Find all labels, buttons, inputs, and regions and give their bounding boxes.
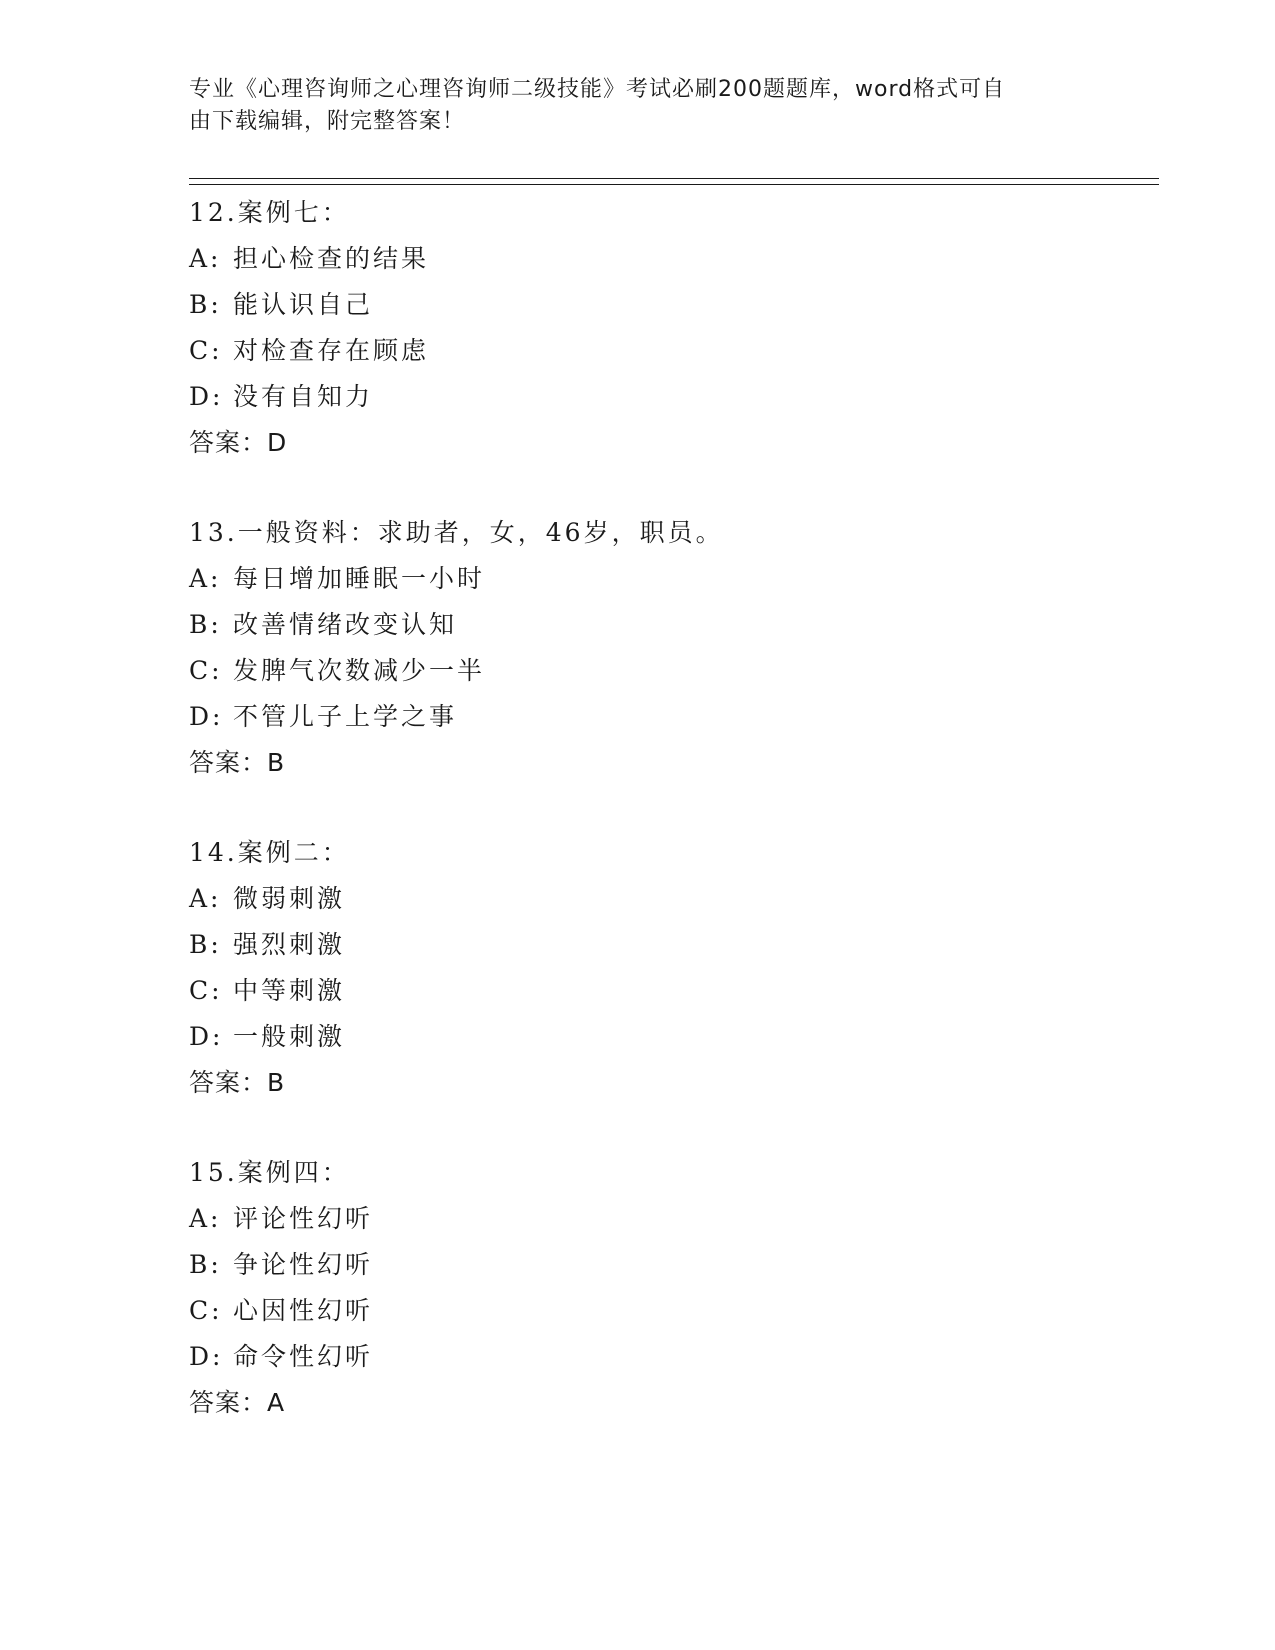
option-a bbox=[189, 556, 1149, 602]
option-c bbox=[189, 1288, 1149, 1334]
option-letter: B: bbox=[189, 610, 222, 639]
option-letter: C: bbox=[189, 976, 223, 1005]
option-text: 评论性幻听 bbox=[233, 1204, 374, 1233]
option-letter: C: bbox=[189, 336, 223, 365]
option-text: 一般刺激 bbox=[233, 1022, 346, 1051]
option-letter: A: bbox=[189, 244, 222, 273]
header-line-2: 由下载编辑，附完整答案！ bbox=[189, 109, 466, 134]
option-d bbox=[189, 374, 1149, 420]
option-b bbox=[189, 922, 1149, 968]
option-d bbox=[189, 694, 1149, 740]
header-divider bbox=[189, 178, 1159, 185]
option-text: 没有自知力 bbox=[233, 382, 374, 411]
option-text: 发脾气次数减少一半 bbox=[233, 656, 486, 685]
option-letter: D: bbox=[189, 1022, 224, 1051]
option-text: 对检查存在顾虑 bbox=[233, 336, 430, 365]
option-letter: A: bbox=[189, 564, 222, 593]
option-letter: D: bbox=[189, 382, 224, 411]
option-letter: D: bbox=[189, 702, 224, 731]
option-letter: B: bbox=[189, 930, 222, 959]
option-text: 担心检查的结果 bbox=[233, 244, 430, 273]
question-14 bbox=[189, 830, 1149, 1106]
option-b bbox=[189, 282, 1149, 328]
option-a bbox=[189, 1196, 1149, 1242]
option-c bbox=[189, 328, 1149, 374]
question-15 bbox=[189, 1150, 1149, 1426]
option-text: 争论性幻听 bbox=[233, 1250, 374, 1279]
question-stem: 13.一般资料：求助者，女，46岁，职员。 bbox=[189, 518, 724, 547]
answer-line: 答案：D bbox=[189, 428, 288, 457]
option-text: 心因性幻听 bbox=[233, 1296, 374, 1325]
question-stem: 12.案例七： bbox=[189, 198, 350, 227]
option-text: 命令性幻听 bbox=[233, 1342, 374, 1371]
option-letter: C: bbox=[189, 656, 223, 685]
option-text: 每日增加睡眠一小时 bbox=[233, 564, 486, 593]
answer-line: 答案：A bbox=[189, 1388, 286, 1417]
question-stem: 14.案例二： bbox=[189, 838, 350, 867]
question-list bbox=[189, 190, 1149, 1470]
option-letter: B: bbox=[189, 1250, 222, 1279]
question-13 bbox=[189, 510, 1149, 786]
answer-line: 答案：B bbox=[189, 1068, 286, 1097]
option-d bbox=[189, 1334, 1149, 1380]
answer-line: 答案：B bbox=[189, 748, 286, 777]
option-c bbox=[189, 648, 1149, 694]
option-letter: A: bbox=[189, 884, 222, 913]
option-text: 强烈刺激 bbox=[233, 930, 346, 959]
option-b bbox=[189, 602, 1149, 648]
option-text: 微弱刺激 bbox=[233, 884, 346, 913]
option-letter: B: bbox=[189, 290, 222, 319]
option-letter: C: bbox=[189, 1296, 223, 1325]
question-12 bbox=[189, 190, 1149, 466]
option-text: 能认识自己 bbox=[233, 290, 374, 319]
question-stem: 15.案例四： bbox=[189, 1158, 350, 1187]
option-a bbox=[189, 876, 1149, 922]
option-text: 中等刺激 bbox=[233, 976, 346, 1005]
option-text: 改善情绪改变认知 bbox=[233, 610, 458, 639]
option-letter: A: bbox=[189, 1204, 222, 1233]
document-header bbox=[189, 74, 1069, 138]
option-letter: D: bbox=[189, 1342, 224, 1371]
header-line-1: 专业《心理咨询师之心理咨询师二级技能》考试必刷200题题库，word格式可自 bbox=[189, 77, 1006, 102]
option-a bbox=[189, 236, 1149, 282]
option-b bbox=[189, 1242, 1149, 1288]
option-text: 不管儿子上学之事 bbox=[233, 702, 458, 731]
option-d bbox=[189, 1014, 1149, 1060]
option-c bbox=[189, 968, 1149, 1014]
